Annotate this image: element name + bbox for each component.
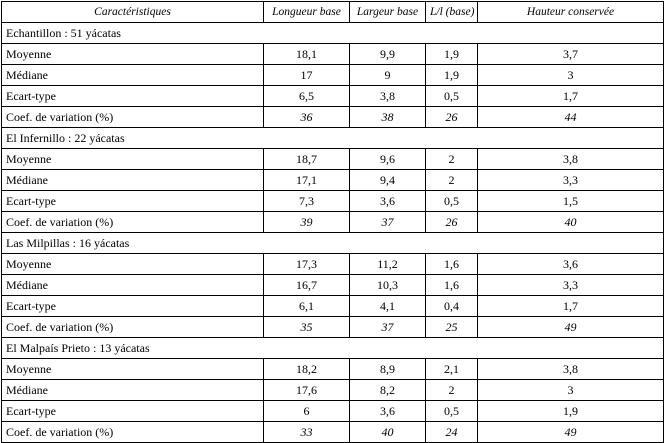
value-cell: 18,2 (264, 359, 350, 380)
value-cell: 25 (426, 317, 478, 338)
table-row (2, 86, 664, 107)
table-row (2, 401, 664, 422)
value-cell: 16,7 (264, 275, 350, 296)
row-label: Coef. de variation (%) (2, 422, 264, 443)
table-row (2, 380, 664, 401)
value-cell: 1,6 (426, 275, 478, 296)
statistics-table (1, 1, 664, 443)
value-cell: 35 (264, 317, 350, 338)
value-cell: 6,5 (264, 86, 350, 107)
table-row (2, 149, 664, 170)
row-label: Ecart-type (2, 296, 264, 317)
value-cell: 2 (426, 149, 478, 170)
table-row (2, 359, 664, 380)
value-cell: 49 (478, 317, 664, 338)
row-label: Médiane (2, 65, 264, 86)
header-row (2, 2, 664, 23)
value-cell: 37 (350, 317, 426, 338)
value-cell: 8,2 (350, 380, 426, 401)
value-cell: 3 (478, 380, 664, 401)
value-cell: 17,6 (264, 380, 350, 401)
value-cell: 38 (350, 107, 426, 128)
row-label: Ecart-type (2, 401, 264, 422)
group-header-row (2, 128, 664, 149)
row-label: Ecart-type (2, 191, 264, 212)
table-row (2, 107, 664, 128)
value-cell: 3 (478, 65, 664, 86)
table-row (2, 296, 664, 317)
table-body (2, 23, 664, 443)
table-row (2, 317, 664, 338)
value-cell: 1,6 (426, 254, 478, 275)
value-cell: 17,1 (264, 170, 350, 191)
table-row (2, 212, 664, 233)
row-label: Médiane (2, 275, 264, 296)
group-header-row (2, 338, 664, 359)
value-cell: 0,5 (426, 86, 478, 107)
value-cell: 1,9 (478, 401, 664, 422)
table-row (2, 65, 664, 86)
group-header-row (2, 233, 664, 254)
value-cell: 10,3 (350, 275, 426, 296)
value-cell: 11,2 (350, 254, 426, 275)
value-cell: 17,3 (264, 254, 350, 275)
table-row (2, 44, 664, 65)
value-cell: 6 (264, 401, 350, 422)
value-cell: 9 (350, 65, 426, 86)
header-characteristics: Caractéristiques (2, 2, 264, 23)
value-cell: 3,6 (478, 254, 664, 275)
row-label: Coef. de variation (%) (2, 107, 264, 128)
header-width: Largeur base (350, 2, 426, 23)
value-cell: 0,5 (426, 401, 478, 422)
value-cell: 3,8 (350, 86, 426, 107)
row-label: Médiane (2, 380, 264, 401)
table-row (2, 275, 664, 296)
header-length: Longueur base (264, 2, 350, 23)
value-cell: 0,5 (426, 191, 478, 212)
value-cell: 0,4 (426, 296, 478, 317)
value-cell: 2 (426, 380, 478, 401)
value-cell: 3,8 (478, 149, 664, 170)
header-height: Hauteur conservée (478, 2, 664, 23)
value-cell: 1,7 (478, 296, 664, 317)
table-header (2, 2, 664, 23)
row-label: Coef. de variation (%) (2, 212, 264, 233)
value-cell: 40 (478, 212, 664, 233)
value-cell: 3,7 (478, 44, 664, 65)
row-label: Coef. de variation (%) (2, 317, 264, 338)
value-cell: 3,3 (478, 275, 664, 296)
value-cell: 18,7 (264, 149, 350, 170)
value-cell: 37 (350, 212, 426, 233)
value-cell: 24 (426, 422, 478, 443)
value-cell: 3,8 (478, 359, 664, 380)
value-cell: 1,5 (478, 191, 664, 212)
value-cell: 7,3 (264, 191, 350, 212)
value-cell: 17 (264, 65, 350, 86)
value-cell: 2 (426, 170, 478, 191)
value-cell: 3,3 (478, 170, 664, 191)
value-cell: 36 (264, 107, 350, 128)
value-cell: 33 (264, 422, 350, 443)
value-cell: 2,1 (426, 359, 478, 380)
row-label: Médiane (2, 170, 264, 191)
value-cell: 9,4 (350, 170, 426, 191)
row-label: Moyenne (2, 149, 264, 170)
group-title: El Infernillo : 22 yácatas (2, 128, 664, 149)
table-row (2, 170, 664, 191)
value-cell: 1,9 (426, 65, 478, 86)
value-cell: 39 (264, 212, 350, 233)
row-label: Ecart-type (2, 86, 264, 107)
row-label: Moyenne (2, 359, 264, 380)
group-title: Echantillon : 51 yácatas (2, 23, 664, 44)
group-header-row (2, 23, 664, 44)
group-title: Las Milpillas : 16 yácatas (2, 233, 664, 254)
group-title: El Malpaís Prieto : 13 yácatas (2, 338, 664, 359)
value-cell: 40 (350, 422, 426, 443)
header-ratio: L/l (base) (426, 2, 478, 23)
value-cell: 49 (478, 422, 664, 443)
value-cell: 26 (426, 107, 478, 128)
value-cell: 9,9 (350, 44, 426, 65)
value-cell: 1,7 (478, 86, 664, 107)
value-cell: 26 (426, 212, 478, 233)
value-cell: 9,6 (350, 149, 426, 170)
row-label: Moyenne (2, 44, 264, 65)
value-cell: 4,1 (350, 296, 426, 317)
row-label: Moyenne (2, 254, 264, 275)
table-row (2, 254, 664, 275)
value-cell: 3,6 (350, 191, 426, 212)
value-cell: 18,1 (264, 44, 350, 65)
value-cell: 8,9 (350, 359, 426, 380)
value-cell: 44 (478, 107, 664, 128)
value-cell: 6,1 (264, 296, 350, 317)
table-row (2, 191, 664, 212)
value-cell: 3,6 (350, 401, 426, 422)
value-cell: 1,9 (426, 44, 478, 65)
